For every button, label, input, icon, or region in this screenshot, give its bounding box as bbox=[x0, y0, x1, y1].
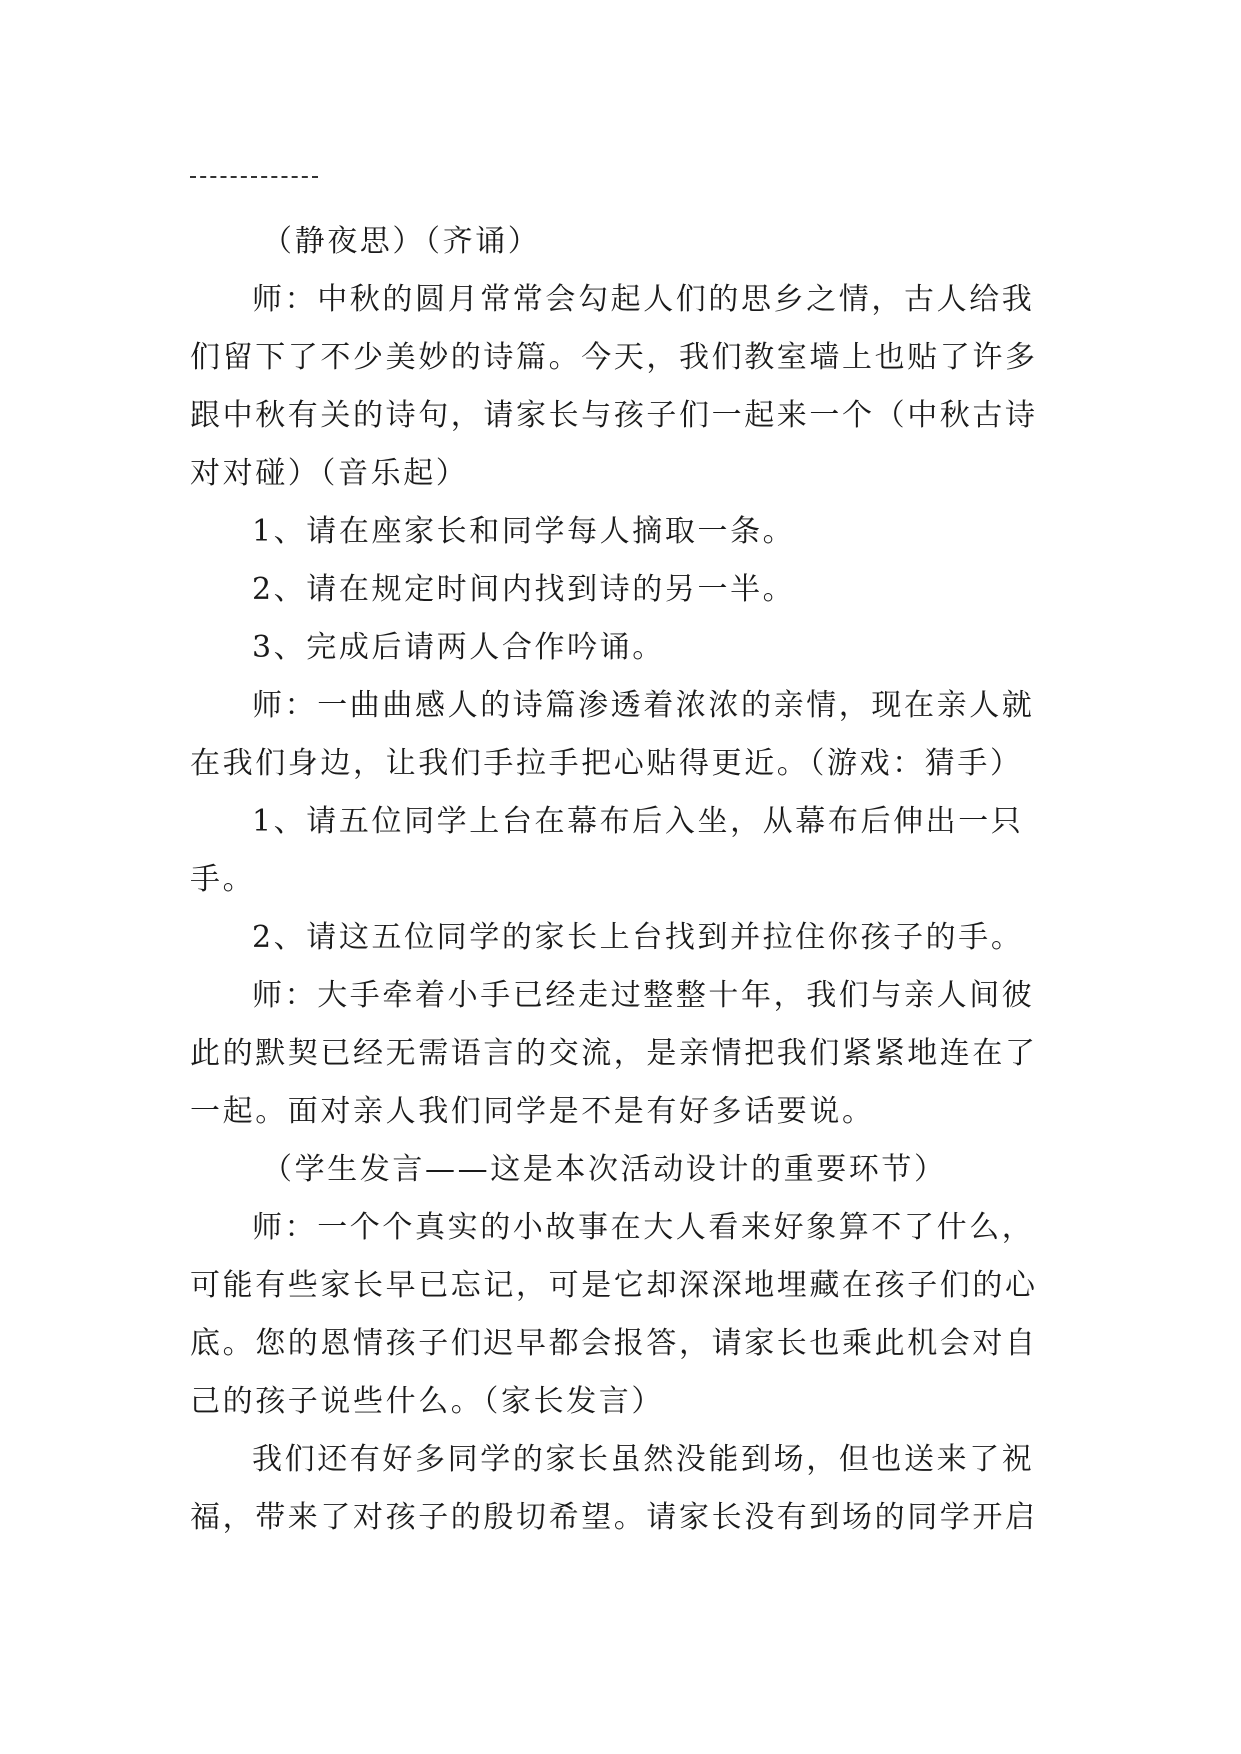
paragraph-line: 己的孩子说些什么。（家长发言） bbox=[190, 1384, 664, 1419]
list-item: 1、请五位同学上台在幕布后入坐，从幕布后伸出一只 bbox=[252, 804, 1024, 839]
paragraph-line: 一起。面对亲人我们同学是不是有好多话要说。 bbox=[190, 1094, 875, 1129]
paragraph-line: 在我们身边，让我们手拉手把心贴得更近。（游戏：猜手） bbox=[190, 746, 1023, 781]
paragraph-line: 对对碰）（音乐起） bbox=[190, 456, 469, 491]
paragraph-line: （学生发言——这是本次活动设计的重要环节） bbox=[262, 1152, 947, 1187]
paragraph-line: 师：一曲曲感人的诗篇渗透着浓浓的亲情，现在亲人就 bbox=[252, 688, 1035, 723]
paragraph-line: 此的默契已经无需语言的交流，是亲情把我们紧紧地连在了 bbox=[190, 1036, 1038, 1071]
paragraph-line: 手。 bbox=[190, 862, 256, 897]
list-item: 3、完成后请两人合作吟诵。 bbox=[252, 630, 665, 665]
paragraph-line: 师：一个个真实的小故事在大人看来好象算不了什么， bbox=[252, 1210, 1035, 1245]
paragraph-line: 可能有些家长早已忘记，可是它却深深地埋藏在孩子们的心 bbox=[190, 1268, 1038, 1303]
paragraph-line: 我们还有好多同学的家长虽然没能到场，但也送来了祝 bbox=[252, 1442, 1035, 1477]
separator-rule bbox=[190, 176, 318, 178]
paragraph-line: 师：大手牵着小手已经走过整整十年，我们与亲人间彼 bbox=[252, 978, 1035, 1013]
paragraph-line: 底。您的恩情孩子们迟早都会报答，请家长也乘此机会对自 bbox=[190, 1326, 1038, 1361]
paragraph-line: 福，带来了对孩子的殷切希望。请家长没有到场的同学开启 bbox=[190, 1500, 1038, 1535]
list-item: 2、请这五位同学的家长上台找到并拉住你孩子的手。 bbox=[252, 920, 1024, 955]
list-item: 2、请在规定时间内找到诗的另一半。 bbox=[252, 572, 796, 607]
list-item: 1、请在座家长和同学每人摘取一条。 bbox=[252, 514, 796, 549]
paragraph-line: （静夜思）（齐诵） bbox=[262, 224, 541, 259]
paragraph-line: 们留下了不少美妙的诗篇。今天，我们教室墙上也贴了许多 bbox=[190, 340, 1038, 375]
paragraph-line: 跟中秋有关的诗句，请家长与孩子们一起来一个（中秋古诗 bbox=[190, 398, 1038, 433]
paragraph-line: 师：中秋的圆月常常会勾起人们的思乡之情，古人给我 bbox=[252, 282, 1035, 317]
